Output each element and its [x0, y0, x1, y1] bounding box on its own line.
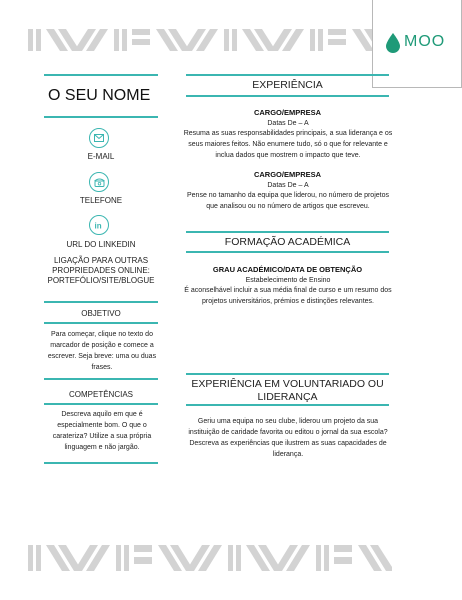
phone-label: TELEFONE	[79, 196, 123, 205]
online-links-label: LIGAÇÃO PARA OUTRAS PROPRIEDADES ONLINE: PORTEFÓLIO/SITE/BLOGUE	[47, 256, 155, 285]
email-label: E-MAIL	[87, 152, 115, 161]
candidate-name: O SEU NOME	[48, 87, 151, 104]
linkedin-label: URL DO LINKEDIN	[66, 240, 136, 249]
divider	[186, 231, 389, 233]
divider	[186, 373, 389, 375]
education-title: FORMAÇÃO ACADÉMICA	[224, 236, 351, 248]
volunteer-description: Geriu uma equipa no seu clube, liderou um projeto da sua instituição de caridade favorita ou editou o jornal da sua escola? Descreva as experiências que ilustrem as suas capacidades de liderança.	[188, 418, 388, 458]
degree-title: GRAU ACADÉMICO/DATA DE OBTENÇÃO	[212, 265, 363, 274]
job-role: CARGO/EMPRESA	[253, 170, 322, 179]
linkedin-icon	[89, 215, 109, 235]
divider	[186, 95, 389, 97]
divider	[44, 301, 158, 303]
skills-title: COMPETÊNCIAS	[68, 390, 133, 399]
divider	[44, 116, 158, 118]
experience-title: EXPERIÊNCIA	[252, 79, 323, 91]
divider	[186, 404, 389, 406]
divider	[44, 322, 158, 324]
divider	[44, 403, 158, 405]
top-pattern-band	[28, 29, 392, 51]
stripe-pattern	[28, 545, 392, 571]
water-drop-icon	[386, 33, 400, 53]
bottom-pattern-band	[28, 545, 392, 571]
logo-text: MOO	[404, 33, 446, 50]
objective-text: Para começar, clique no texto do marcador de posição e comece a escrever. Seja breve: uma ou duas frases.	[47, 331, 157, 371]
divider	[186, 74, 389, 76]
phone-icon	[89, 172, 109, 192]
divider	[44, 74, 158, 76]
email-icon	[89, 128, 109, 148]
school-name: Estabelecimento de Ensino	[245, 277, 331, 284]
job-role: CARGO/EMPRESA	[253, 108, 322, 117]
objective-title: OBJETIVO	[81, 309, 121, 318]
stripe-pattern	[28, 29, 392, 51]
job-dates: Datas De – A	[267, 120, 309, 127]
divider	[186, 251, 389, 253]
divider	[44, 378, 158, 380]
job-description: Pense no tamanho da equipa que liderou, no número de projetos que analisou ou no número de artigos que escreveu.	[187, 192, 389, 210]
job-description: Resuma as suas responsabilidades principais, a sua liderança e os seus maiores feitos. Não enumere tudo, só o que for relevante e inclua dados que mostrem o impacto que teve.	[183, 130, 393, 159]
job-dates: Datas De – A	[267, 182, 309, 189]
divider	[44, 462, 158, 464]
volunteer-title: EXPERIÊNCIA EM VOLUNTARIADO OU LIDERANÇA	[191, 378, 384, 403]
education-description: É aconselhável incluir a sua média final de curso e um resumo dos projetos universitários, prémios e distinções relevantes.	[184, 287, 392, 305]
svg-text:in: in	[94, 221, 102, 230]
skills-text: Descreva aquilo em que é especialmente bom. O que o carateriza? Utilize a sua própria linguagem e não jargão.	[52, 411, 152, 451]
